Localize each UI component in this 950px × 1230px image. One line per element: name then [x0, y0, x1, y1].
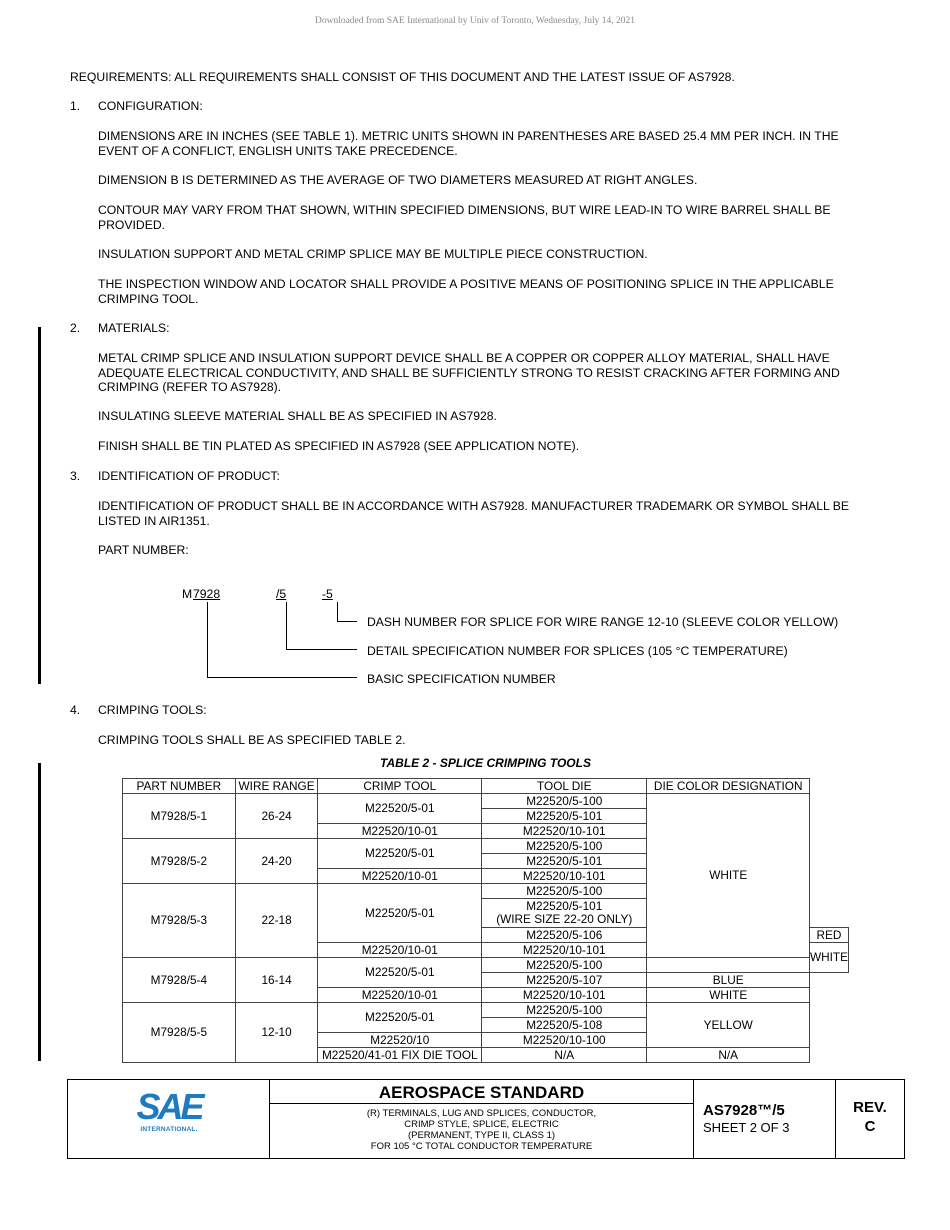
pn-basic-leader-v — [207, 602, 208, 678]
rev-value: C — [864, 1118, 876, 1135]
section-1-number: 1. — [70, 99, 81, 113]
cell-tool-die: M22520/5-107 — [482, 973, 647, 988]
download-watermark: Downloaded from SAE International by Univ of Toronto, Wednesday, July 14, 2021 — [314, 16, 636, 26]
cell-wire-range: 24-20 — [235, 839, 318, 884]
cell-part-number: M7928/5-2 — [123, 839, 236, 884]
cell-tool-die: M22520/5-100 — [482, 839, 647, 854]
section-2-paragraph-3: FINISH SHALL BE TIN PLATED AS SPECIFIED IN AS7928 (SEE APPLICATION NOTE). — [98, 439, 580, 453]
cell-die-color: WHITE — [647, 988, 810, 1003]
section-3-number: 3. — [70, 469, 81, 483]
pn-basic-description: BASIC SPECIFICATION NUMBER — [367, 672, 556, 686]
cell-tool-die: M22520/5-100 — [482, 958, 647, 973]
cell-die-color: WHITE — [647, 794, 810, 958]
pn-dash-description: DASH NUMBER FOR SPLICE FOR WIRE RANGE 12-10 (SLEEVE COLOR YELLOW) — [367, 615, 839, 629]
cell-tool-die: M22520/5-101 — [482, 854, 647, 869]
cell-crimp-tool: M22520/10 — [318, 1033, 482, 1048]
section-1-paragraph-3: CONTOUR MAY VARY FROM THAT SHOWN, WITHIN SPECIFIED DIMENSIONS, BUT WIRE LEAD-IN TO WIRE BARREL SHALL BE PROVIDED. — [98, 203, 831, 232]
title-block-rev-cell — [836, 1080, 904, 1158]
header-die-color: DIE COLOR DESIGNATION — [647, 779, 810, 794]
cell-die-color: YELLOW — [647, 1003, 810, 1048]
table-row — [123, 1003, 849, 1018]
cell-tool-die: M22520/5-106 — [482, 928, 647, 943]
document-number: AS7928™/5 — [703, 1102, 785, 1119]
section-3-paragraph-1: IDENTIFICATION OF PRODUCT SHALL BE IN ACCORDANCE WITH AS7928. MANUFACTURER TRADEMARK OR SYMBOL SHALL BE LISTED IN AIR1351. — [98, 499, 850, 528]
header-crimp-tool: CRIMP TOOL — [318, 779, 482, 794]
pn-basic: 7928 — [193, 587, 221, 601]
title-block-description — [270, 1108, 693, 1152]
title-block-logo-cell — [68, 1080, 270, 1158]
section-2-paragraph-1: METAL CRIMP SPLICE AND INSULATION SUPPORT DEVICE SHALL BE A COPPER OR COPPER ALLOY MATERIAL, SHALL HAVE ADEQUATE ELECTRICAL CONDUCTIVITY, AND SHALL BE SUFFICIENTLY STRONG TO RESIST CRACKING AFTER FORMING AND CRIMPING (REFER TO AS7928). — [98, 351, 840, 394]
cell-part-number: M7928/5-3 — [123, 884, 236, 958]
cell-tool-die: N/A — [482, 1048, 647, 1063]
cell-crimp-tool: M22520/5-01 — [318, 1003, 482, 1033]
sheet-number: SHEET 2 OF 3 — [703, 1120, 790, 1135]
cell-tool-die: M22520/10-101 — [482, 988, 647, 1003]
section-1-paragraph-4: INSULATION SUPPORT AND METAL CRIMP SPLICE MAY BE MULTIPLE PIECE CONSTRUCTION. — [98, 247, 648, 261]
cell-part-number: M7928/5-4 — [123, 958, 236, 1003]
pn-detail-leader-h — [286, 649, 357, 650]
cell-die-color: N/A — [647, 1048, 810, 1063]
cell-crimp-tool: M22520/10-01 — [318, 943, 482, 958]
cell-wire-range: 26-24 — [235, 794, 318, 839]
pn-detail-description: DETAIL SPECIFICATION NUMBER FOR SPLICES (105 °C TEMPERATURE) — [367, 644, 788, 658]
table-row — [123, 958, 849, 973]
pn-dash-leader-h — [337, 621, 357, 622]
cell-tool-die: M22520/10-101 — [482, 943, 647, 958]
pn-dash: -5 — [322, 587, 333, 601]
title-block-title-cell — [270, 1080, 694, 1158]
cell-part-number: M7928/5-5 — [123, 1003, 236, 1063]
cell-tool-die: M22520/10-101 — [482, 869, 647, 884]
cell-wire-range: 22-18 — [235, 884, 318, 958]
section-1-title: CONFIGURATION: — [98, 99, 203, 113]
requirements-text: REQUIREMENTS: ALL REQUIREMENTS SHALL CONSIST OF THIS DOCUMENT AND THE LATEST ISSUE OF AS7928. — [70, 70, 735, 84]
pn-basic-leader-h — [207, 677, 357, 678]
cell-tool-die: M22520/10-101 — [482, 824, 647, 839]
table-row — [123, 794, 849, 809]
change-bar-materials — [38, 327, 41, 684]
cell-tool-die: M22520/5-100 — [482, 794, 647, 809]
description-line-4: FOR 105 °C TOTAL CONDUCTOR TEMPERATURE — [370, 1141, 593, 1152]
cell-crimp-tool: M22520/5-01 — [318, 884, 482, 943]
cell-crimp-tool: M22520/41-01 FIX DIE TOOL — [318, 1048, 482, 1063]
table-title: TABLE 2 - SPLICE CRIMPING TOOLS — [380, 756, 591, 770]
description-line-3: (PERMANENT, TYPE II, CLASS 1) — [407, 1130, 556, 1141]
cell-part-number: M7928/5-1 — [123, 794, 236, 839]
section-4-paragraph-1: CRIMPING TOOLS SHALL BE AS SPECIFIED TABLE 2. — [98, 733, 406, 747]
section-2-number: 2. — [70, 321, 81, 335]
cell-tool-die: M22520/5-100 — [482, 1003, 647, 1018]
title-block-docnum-cell — [694, 1080, 836, 1158]
rev-label: REV. — [853, 1099, 887, 1116]
description-line-1: (R) TERMINALS, LUG AND SPLICES, CONDUCTOR, — [366, 1108, 597, 1119]
table-header-row — [123, 779, 849, 794]
section-3-title: IDENTIFICATION OF PRODUCT: — [98, 469, 280, 483]
sae-logo-mark: SAE — [136, 1086, 202, 1127]
cell-crimp-tool: M22520/10-01 — [318, 824, 482, 839]
cell-crimp-tool: M22520/10-01 — [318, 869, 482, 884]
cell-crimp-tool: M22520/5-01 — [318, 958, 482, 988]
cell-wire-range: 12-10 — [235, 1003, 318, 1063]
header-tool-die: TOOL DIE — [482, 779, 647, 794]
cell-tool-die: M22520/5-101 (WIRE SIZE 22-20 ONLY) — [482, 899, 647, 928]
cell-tool-die: M22520/5-101 — [482, 809, 647, 824]
cell-die-color: RED — [809, 928, 848, 943]
title-block-heading: AEROSPACE STANDARD — [378, 1083, 585, 1102]
cell-crimp-tool: M22520/10-01 — [318, 988, 482, 1003]
section-2-title: MATERIALS: — [98, 321, 170, 335]
section-1-paragraph-1: DIMENSIONS ARE IN INCHES (SEE TABLE 1). METRIC UNITS SHOWN IN PARENTHESES ARE BASED 25.4 MM PER INCH. IN THE EVENT OF A CONFLICT, ENGLISH UNITS TAKE PRECEDENCE. — [98, 129, 839, 158]
cell-tool-die: M22520/5-100 — [482, 884, 647, 899]
sae-logo — [134, 1086, 204, 1133]
cell-die-color: WHITE — [809, 943, 848, 973]
header-wire-range: WIRE RANGE — [235, 779, 318, 794]
header-part-number: PART NUMBER — [123, 779, 236, 794]
title-block — [67, 1079, 905, 1159]
pn-prefix: M — [182, 587, 193, 601]
pn-dash-leader-v — [337, 602, 338, 622]
sae-logo-subtext: INTERNATIONAL. — [140, 1126, 198, 1133]
section-2-paragraph-2: INSULATING SLEEVE MATERIAL SHALL BE AS SPECIFIED IN AS7928. — [98, 409, 497, 423]
change-bar-crimping-tools — [38, 763, 41, 1061]
splice-crimping-tools-table — [122, 778, 849, 1063]
pn-detail: /5 — [276, 587, 287, 601]
cell-tool-die: M22520/10-100 — [482, 1033, 647, 1048]
cell-crimp-tool: M22520/5-01 — [318, 839, 482, 869]
cell-tool-die: M22520/5-108 — [482, 1018, 647, 1033]
section-1-paragraph-2: DIMENSION B IS DETERMINED AS THE AVERAGE OF TWO DIAMETERS MEASURED AT RIGHT ANGLES. — [98, 173, 698, 187]
section-3-paragraph-2: PART NUMBER: — [98, 543, 189, 557]
cell-die-color: BLUE — [647, 973, 810, 988]
title-block-divider — [270, 1103, 693, 1104]
section-1-paragraph-5: THE INSPECTION WINDOW AND LOCATOR SHALL PROVIDE A POSITIVE MEANS OF POSITIONING SPLICE IN THE APPLICABLE CRIMPING TOOL. — [98, 277, 834, 306]
description-line-2: CRIMP STYLE, SPLICE, ELECTRIC — [404, 1119, 559, 1130]
pn-detail-leader-v — [286, 602, 287, 650]
cell-crimp-tool: M22520/5-01 — [318, 794, 482, 824]
section-4-title: CRIMPING TOOLS: — [98, 703, 207, 717]
cell-wire-range: 16-14 — [235, 958, 318, 1003]
section-4-number: 4. — [70, 703, 81, 717]
